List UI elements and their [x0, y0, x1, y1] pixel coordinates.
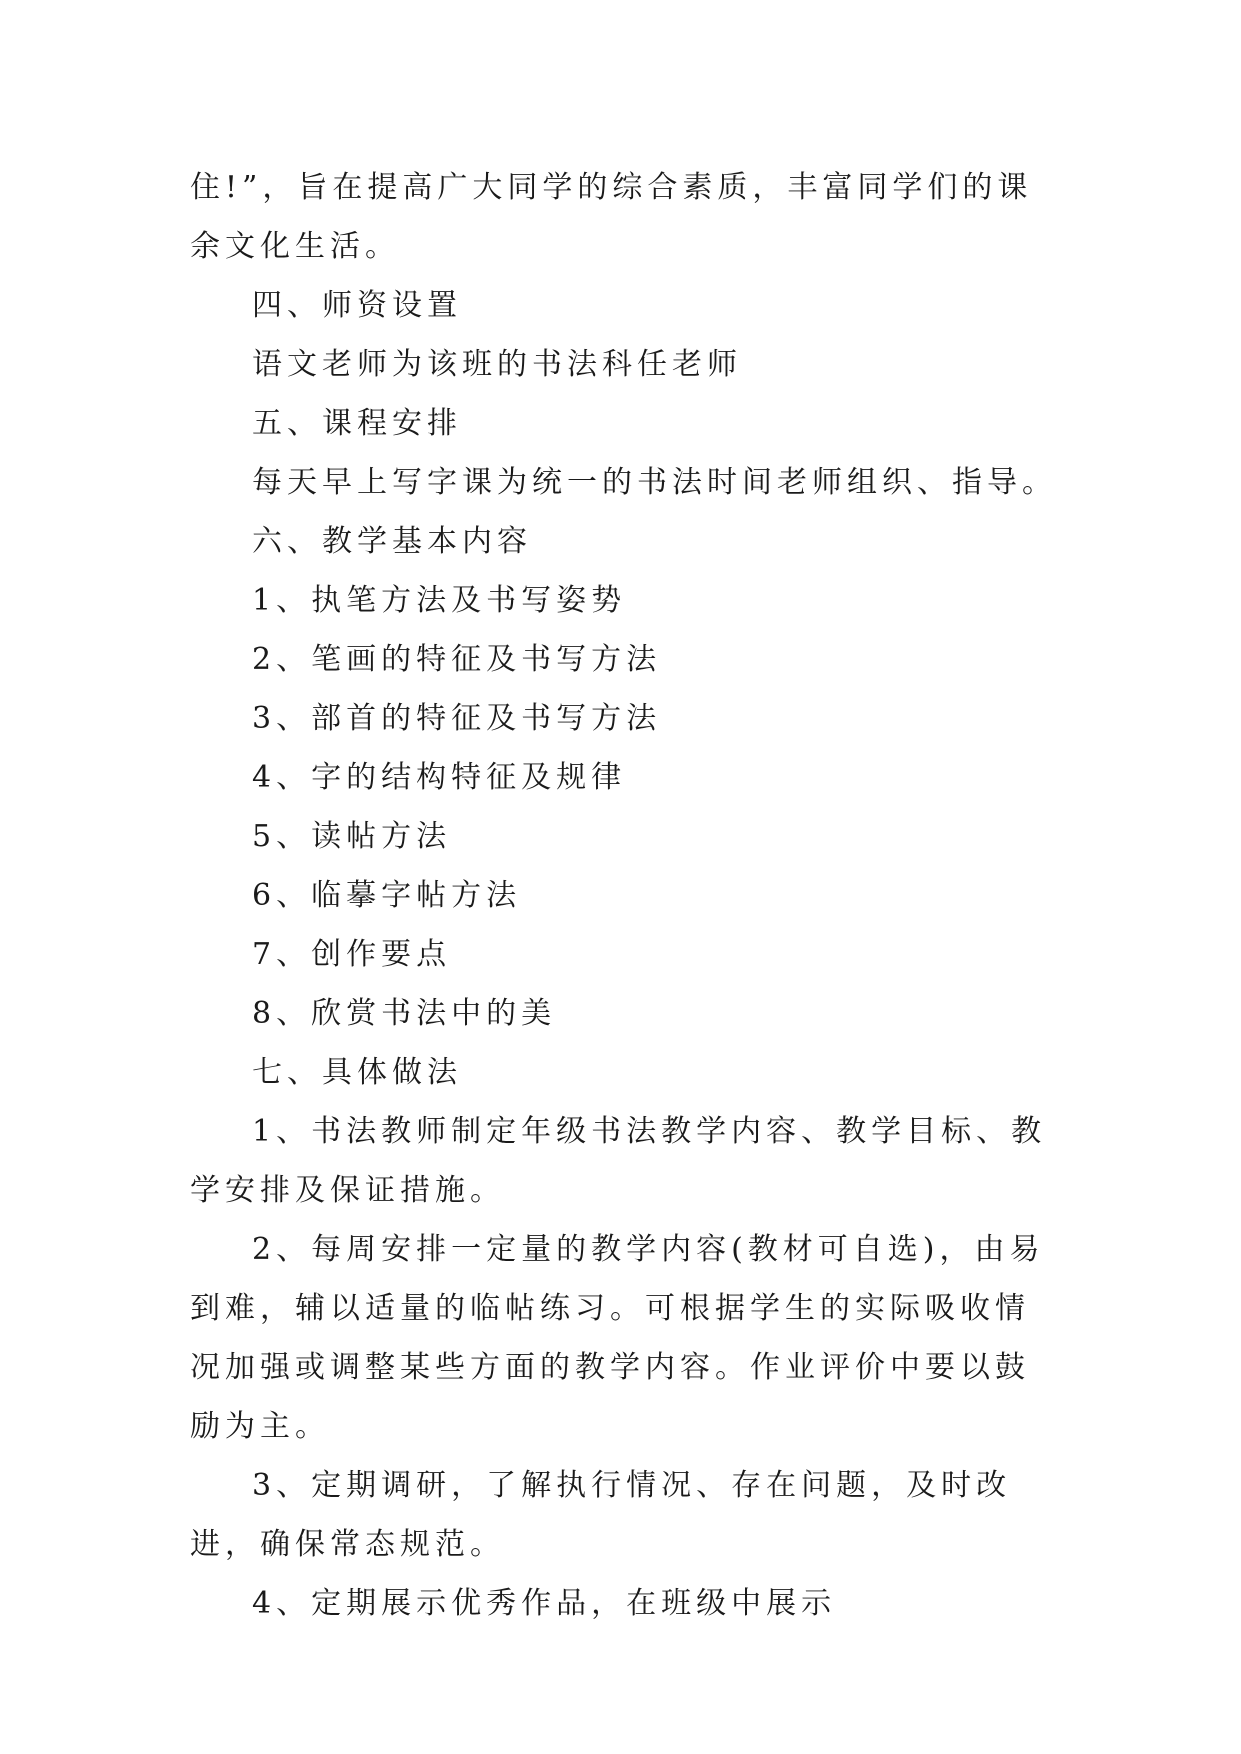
list-item-content-8: 8、欣赏书法中的美 [252, 996, 557, 1031]
section-heading-methods: 七、具体做法 [252, 1055, 462, 1090]
section-heading-schedule: 五、课程安排 [252, 406, 462, 441]
list-item-content-3: 3、部首的特征及书写方法 [252, 701, 662, 736]
section-heading-teachers: 四、师资设置 [252, 288, 462, 323]
paragraph-teachers: 语文老师为该班的书法科任老师 [252, 347, 742, 382]
list-item-content-1: 1、执笔方法及书写姿势 [252, 583, 627, 618]
list-item-content-2: 2、笔画的特征及书写方法 [252, 642, 662, 677]
document-body [190, 158, 1057, 1633]
section-heading-content: 六、教学基本内容 [252, 524, 532, 559]
paragraph-method-3: 3、定期调研，了解执行情况、存在问题，及时改进，确保常态规范。 [190, 1468, 1012, 1562]
paragraph-method-1: 1、书法教师制定年级书法教学内容、教学目标、教学安排及保证措施。 [190, 1114, 1047, 1208]
list-item-content-7: 7、创作要点 [252, 937, 452, 972]
paragraph-method-2: 2、每周安排一定量的教学内容(教材可自选)，由易到难，辅以适量的临帖练习。可根据学生的实际吸收情况加强或调整某些方面的教学内容。作业评价中要以鼓励为主。 [190, 1232, 1045, 1444]
paragraph-schedule: 每天早上写字课为统一的书法时间老师组织、指导。 [252, 465, 1057, 500]
paragraph-method-4: 4、定期展示优秀作品，在班级中展示 [252, 1586, 837, 1621]
paragraph-intro-continuation: 住!”，旨在提高广大同学的综合素质，丰富同学们的课余文化生活。 [190, 170, 1033, 264]
list-item-content-6: 6、临摹字帖方法 [252, 878, 522, 913]
list-item-content-5: 5、读帖方法 [252, 819, 452, 854]
list-item-content-4: 4、字的结构特征及规律 [252, 760, 627, 795]
